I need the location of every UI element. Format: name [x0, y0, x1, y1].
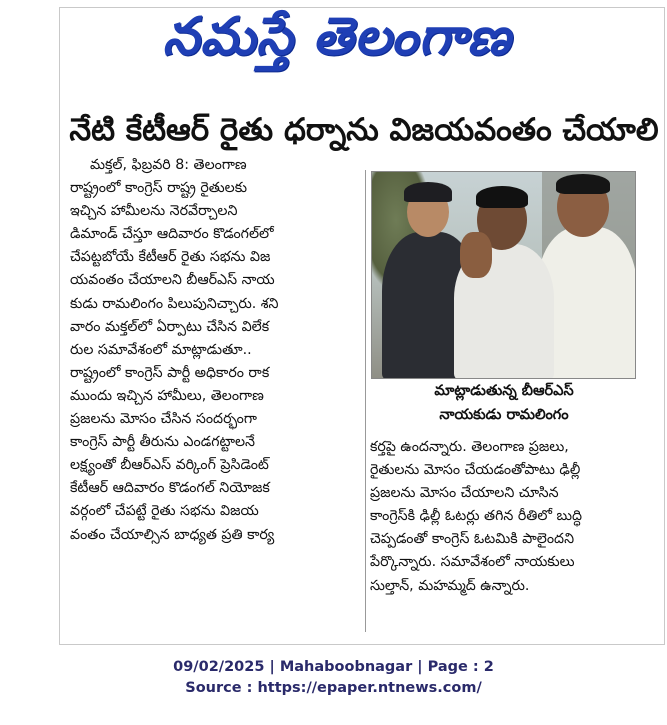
article-photo	[371, 171, 636, 379]
body-line: వంతం చేయాల్సిన బాధ్యత ప్రతి కార్య	[70, 526, 275, 543]
body-line: కేటీఆర్ ఆదివారం కొడంగల్ నియోజక	[70, 480, 270, 497]
photo-person-left-cap	[404, 182, 452, 202]
body-line: కాంగ్రెస్ పార్టీ తీరును ఎండగట్టాలనే	[70, 434, 256, 451]
page-footer	[0, 657, 667, 699]
footer-date-edition: 09/02/2025 | Mahaboobnagar | Page : 2	[173, 659, 494, 675]
body-line: చెప్పడంతో కాంగ్రెస్ ఓటమికి పాలైందని	[370, 531, 575, 548]
body-line: ఇచ్చిన హామీలను నెరవేర్చాలని	[70, 203, 238, 220]
caption-line: మాట్లాడుతున్న బీఆర్ఎస్	[434, 383, 574, 399]
body-line: పేర్కొన్నారు. సమావేశంలో నాయకులు	[370, 554, 575, 571]
body-line: ముందు ఇచ్చిన హామీలు, తెలంగాణ	[70, 387, 264, 404]
body-line: రుల సమావేశంలో మాట్లాడుతూ..	[70, 341, 252, 358]
newspaper-masthead: నమస్తే తెలంగాణ	[162, 6, 512, 67]
body-line: యవంతం చేయాలని బీఆర్ఎస్ నాయ	[70, 272, 275, 289]
photo-person-right-hair	[556, 174, 610, 194]
body-line: డిమాండ్ చేస్తూ ఆదివారం కొడంగల్‌లో	[70, 226, 274, 243]
body-line: మక్తల్, ఫిబ్రవరి 8: తెలంగాణ	[90, 157, 247, 173]
body-line: కర్తపై ఉందన్నారు. తెలంగాణ ప్రజలు,	[370, 439, 569, 455]
photo-person-center-hair	[476, 186, 528, 208]
body-line: రాష్ట్రంలో కాంగ్రెస్ రాష్ట్ర రైతులకు	[70, 180, 248, 197]
photo-person-center-hand	[460, 232, 492, 278]
body-line: సుల్తాన్, మహమ్మద్ ఉన్నారు.	[370, 577, 530, 594]
body-line: రైతులను మోసం చేయడంతోపాటు ఢిల్లీ	[370, 462, 581, 479]
body-line: వారం మక్తల్‌లో ఏర్పాటు చేసిన విలేక	[70, 318, 270, 335]
article-column-right	[370, 436, 656, 598]
body-line: కుడు రామలింగం పిలుపునిచ్చారు. శని	[70, 295, 279, 312]
body-line: ప్రజలను మోసం చేసిన సందర్భంగా	[70, 411, 257, 428]
body-line: ప్రజలను మోసం చేయాలని చూసిన	[370, 485, 559, 502]
body-line: చేపట్టబోయే కేటీఆర్ రైతు సభను విజ	[70, 249, 271, 266]
article-column-left	[70, 154, 360, 547]
body-line: రాష్ట్రంలో కాంగ్రెస్ పార్టీ అధికారం రాక	[70, 364, 270, 381]
body-line: లక్ష్యంతో బీఆర్ఎస్ వర్కింగ్ ప్రెసిడెంట్	[70, 457, 269, 474]
caption-line: నాయకుడు రామలింగం	[439, 407, 569, 423]
column-divider	[365, 170, 366, 632]
article-headline: నేటి కేటీఆర్ రైతు ధర్నాను విజయవంతం చేయాలి	[69, 111, 659, 148]
footer-source: Source : https://epaper.ntnews.com/	[185, 680, 482, 696]
photo-caption	[370, 379, 638, 436]
body-line: కాంగ్రెస్‌కి ఢిల్లీ ఓటర్లు తగిన రీతిలో బుద్ధి	[370, 508, 583, 525]
body-line: వర్గంలో చేపట్టే రైతు సభను విజయ	[70, 503, 259, 520]
